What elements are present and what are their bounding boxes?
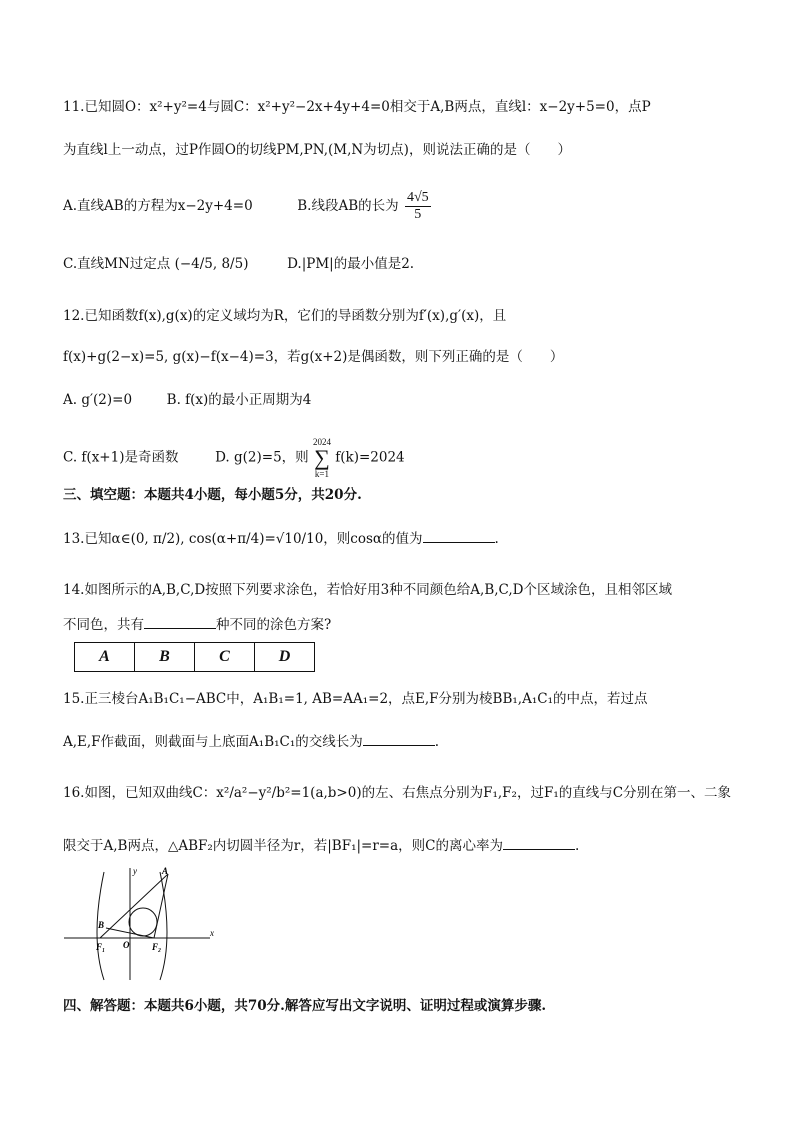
- q11-line2: 为直线l上一动点，过P作圆O的切线PM,PN,(M,N为切点)，则说法正确的是（ ）: [63, 142, 571, 158]
- label-o: O: [123, 940, 130, 950]
- q12-option-c: C. f(x+1)是奇函数: [63, 449, 179, 466]
- q11-option-c: C.直线MN过定点: [63, 256, 171, 272]
- hyperbola-figure: [60, 862, 220, 982]
- right-branch: [160, 872, 167, 980]
- q12-line1: 12.已知函数f(x),g(x)的定义域均为R，它们的导函数分别为f′(x),g′(x)，且: [63, 308, 507, 324]
- q12-option-b: B. f(x)的最小正周期为4: [166, 392, 312, 408]
- q11-option-b: B.线段AB的长为: [297, 198, 399, 214]
- q16-answer-blank[interactable]: [503, 835, 575, 850]
- region-b: B: [135, 643, 195, 672]
- label-x: x: [210, 928, 214, 938]
- q16-line1: 16.如图，已知双曲线C：x²/a²−y²/b²=1(a,b>0)的左、右焦点分别为F₁,F₂，过F₁的直线与C分别在第一、二象: [63, 785, 732, 801]
- q11-option-a: A.直线AB的方程为x−2y+4=0: [63, 198, 253, 214]
- q12-options-ab: [63, 390, 311, 410]
- region-d: D: [255, 643, 315, 672]
- region-a: A: [75, 643, 135, 672]
- q11-line1: 11.已知圆O：x²+y²=4与圆C：x²+y²−2x+4y+4=0相交于A,B两点，直线l：x−2y+5=0，点P: [63, 99, 651, 115]
- q12-summation: 2024 ∑ k=1: [312, 437, 331, 479]
- section3-heading: 三、填空题：本题共4小题，每小题5分，共20分.: [63, 487, 362, 503]
- q11-option-c-point: (−4/5, 8/5): [174, 256, 249, 272]
- q14-region-grid: [74, 642, 315, 672]
- q16-line2: 限交于A,B两点，△ABF₂内切圆半径为r，若|BF₁|=r=a，则C的离心率为 .: [63, 835, 579, 856]
- q12-line2: f(x)+g(2−x)=5, g(x)−f(x−4)=3，若g(x+2)是偶函数，则下列正确的是（ ）: [63, 349, 564, 365]
- q15-line1: 15.正三棱台A₁B₁C₁−ABC中，A₁B₁=1, AB=AA₁=2，点E,F分别为棱BB₁,A₁C₁的中点，若过点: [63, 691, 648, 707]
- q11-option-b-fraction: $\frac{4√5}{5}$: [406, 190, 429, 222]
- q13-line: 13.已知α∈(0, π/2), cos(α+π/4)=√10/10，则cosα的值为 .: [63, 528, 499, 549]
- q12-option-d: D. g(2)=5，则: [215, 449, 309, 466]
- q15-line2: A,E,F作截面，则截面与上底面A₁B₁C₁的交线长为 .: [63, 731, 439, 752]
- label-y: y: [133, 866, 137, 876]
- region-c: C: [195, 643, 255, 672]
- section4-heading: 四、解答题：本题共6小题，共70分.解答应写出文字说明、证明过程或演算步骤.: [63, 998, 547, 1014]
- label-b: B: [98, 920, 105, 930]
- label-a: A: [162, 866, 169, 876]
- q11-options-cd: [63, 254, 414, 274]
- q14-answer-blank[interactable]: [144, 614, 216, 629]
- q12-option-a: A. g′(2)=0: [63, 392, 133, 408]
- q14-line1: 14.如图所示的A,B,C,D按照下列要求涂色，若恰好用3种不同颜色给A,B,C,D个区域涂色，且相邻区域: [63, 582, 672, 598]
- incircle: [129, 908, 157, 936]
- q11-option-d: D.|PM|的最小值是2.: [287, 256, 415, 272]
- label-f2: F₂: [152, 942, 162, 952]
- q13-text: 13.已知α∈(0, π/2), cos(α+π/4)=√10/10，则cosα的值为: [63, 531, 423, 547]
- q13-answer-blank[interactable]: [423, 528, 495, 543]
- q11-options-ab: [63, 190, 433, 223]
- q14-line2: 不同色，共有 种不同的涂色方案?: [63, 614, 331, 635]
- q15-answer-blank[interactable]: [363, 731, 435, 746]
- label-f1: F₁: [96, 942, 106, 952]
- q12-options-cd: [63, 437, 405, 479]
- q12-option-d-suffix: f(k)=2024: [335, 449, 405, 466]
